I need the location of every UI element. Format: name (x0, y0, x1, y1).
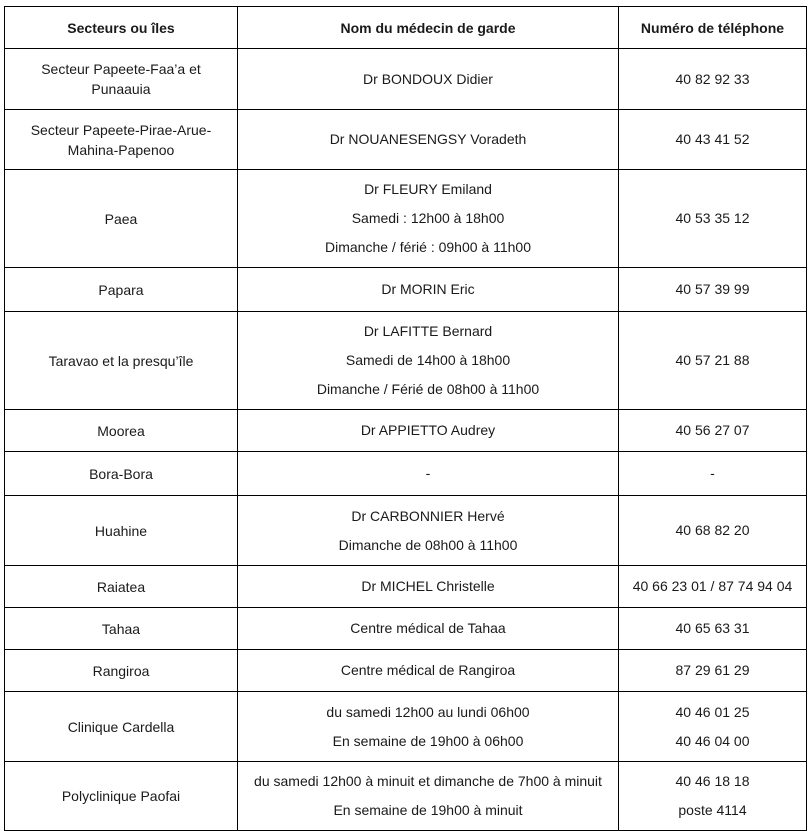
phone-cell (619, 452, 807, 496)
sector-name: Huahine (94, 522, 148, 539)
sector-cell (5, 312, 238, 410)
doctor-cell (238, 170, 619, 268)
doctor-name: Dr APPIETTO Audrey (360, 422, 496, 438)
table-row (5, 650, 807, 692)
sector-cell (5, 692, 238, 762)
doctor-cell (238, 566, 619, 608)
table-row (5, 170, 807, 268)
header-row (5, 7, 807, 49)
table-row (5, 410, 807, 452)
table-row (5, 312, 807, 410)
sector-name: Secteur Papeete-Faa’a et Punaauia (41, 61, 201, 97)
sector-cell (5, 608, 238, 650)
phone-number: 87 29 61 29 (675, 662, 750, 678)
phone-number: 40 66 23 01 / 87 74 94 04 (632, 578, 793, 594)
doctor-cell (238, 312, 619, 410)
sector-name: Paea (104, 210, 138, 227)
phone-number: 40 57 39 99 (675, 281, 750, 297)
doctor-cell (238, 650, 619, 692)
phone-number: 40 68 82 20 (675, 522, 750, 538)
phone-cell (619, 170, 807, 268)
doctor-cell (238, 410, 619, 452)
phone-cell (619, 49, 807, 110)
sector-cell (5, 170, 238, 268)
sector-name: Raiatea (96, 578, 146, 595)
header-phone: Numéro de téléphone (619, 7, 807, 49)
phone-number: poste 4114 (678, 802, 747, 818)
phone-number: - (710, 465, 715, 481)
sector-name: Moorea (97, 422, 145, 439)
phone-number: 40 46 04 00 (675, 732, 750, 749)
table-row (5, 49, 807, 110)
doctor-name: Dr MORIN Eric (381, 281, 475, 297)
table-body (5, 49, 807, 831)
doctor-cell (238, 49, 619, 110)
sector-cell (5, 452, 238, 496)
sector-cell (5, 110, 238, 170)
table-row (5, 268, 807, 312)
phone-cell (619, 496, 807, 566)
table-row (5, 692, 807, 762)
phone-number: 40 43 41 52 (675, 131, 750, 147)
sector-cell (5, 762, 238, 831)
table-row (5, 608, 807, 650)
phone-cell (619, 692, 807, 762)
phone-number: 40 46 18 18 (675, 773, 750, 789)
sector-name: Secteur Papeete-Pirae-Arue-Mahina-Papenoo (30, 121, 212, 158)
phone-number: 40 57 21 88 (675, 352, 750, 368)
doctor-cell (238, 496, 619, 566)
table-row (5, 452, 807, 496)
sector-name: Bora-Bora (89, 465, 153, 482)
phone-cell (619, 608, 807, 650)
sector-cell (5, 566, 238, 608)
schedule-line: Dimanche / Férié de 08h00 à 11h00 (316, 381, 540, 397)
on-call-doctors-table (4, 6, 807, 831)
table-row (5, 496, 807, 566)
phone-cell (619, 566, 807, 608)
schedule-line: Samedi de 14h00 à 18h00 (345, 352, 511, 368)
doctor-name: Centre médical de Rangiroa (340, 662, 516, 678)
doctor-name: Dr BONDOUX Didier (363, 70, 493, 87)
header-doctor: Nom du médecin de garde (238, 7, 619, 49)
table-row (5, 566, 807, 608)
sector-name: Polyclinique Paofai (61, 788, 181, 804)
sector-name: Taravao et la presqu’île (48, 352, 194, 369)
doctor-name: Dr MICHEL Christelle (361, 578, 495, 594)
doctor-cell (238, 608, 619, 650)
sector-cell (5, 49, 238, 110)
sector-cell (5, 410, 238, 452)
schedule-line: Samedi : 12h00 à 18h00 (351, 210, 505, 226)
doctor-name: Dr CARBONNIER Hervé (351, 507, 505, 524)
header-sector: Secteurs ou îles (5, 7, 238, 49)
doctor-name: Dr NOUANESENGSY Voradeth (329, 131, 527, 147)
doctor-cell (238, 452, 619, 496)
phone-cell (619, 650, 807, 692)
doctor-name: - (425, 465, 431, 481)
table-row (5, 110, 807, 170)
sector-name: Rangiroa (92, 662, 150, 679)
phone-number: 40 82 92 33 (675, 70, 750, 87)
phone-number: 40 46 01 25 (675, 703, 750, 720)
phone-number: 40 65 63 31 (675, 620, 750, 636)
sector-cell (5, 496, 238, 566)
sector-name: Clinique Cardella (67, 718, 175, 735)
doctor-cell (238, 268, 619, 312)
sector-name: Papara (98, 281, 144, 298)
phone-cell (619, 762, 807, 831)
schedule-line: Dimanche / férié : 09h00 à 11h00 (325, 239, 531, 255)
table-row (5, 762, 807, 831)
doctor-cell (238, 762, 619, 831)
phone-cell (619, 410, 807, 452)
phone-cell (619, 268, 807, 312)
doctor-name: du samedi 12h00 à minuit et dimanche de 7h00 à minuit (254, 773, 602, 789)
sector-name: Tahaa (101, 620, 141, 637)
phone-cell (619, 110, 807, 170)
doctor-cell (238, 110, 619, 170)
schedule-line: En semaine de 19h00 à minuit (333, 802, 523, 818)
sector-cell (5, 650, 238, 692)
sector-cell (5, 268, 238, 312)
doctor-cell (238, 692, 619, 762)
doctor-name: Centre médical de Tahaa (350, 620, 506, 636)
schedule-line: Dimanche de 08h00 à 11h00 (338, 536, 518, 553)
schedule-line: En semaine de 19h00 à 06h00 (332, 732, 524, 749)
phone-cell (619, 312, 807, 410)
doctor-name: du samedi 12h00 au lundi 06h00 (326, 703, 530, 720)
phone-number: 40 56 27 07 (675, 422, 750, 438)
doctor-name: Dr FLEURY Emiland (364, 181, 492, 197)
doctor-name: Dr LAFITTE Bernard (363, 323, 493, 339)
phone-number: 40 53 35 12 (675, 210, 750, 226)
